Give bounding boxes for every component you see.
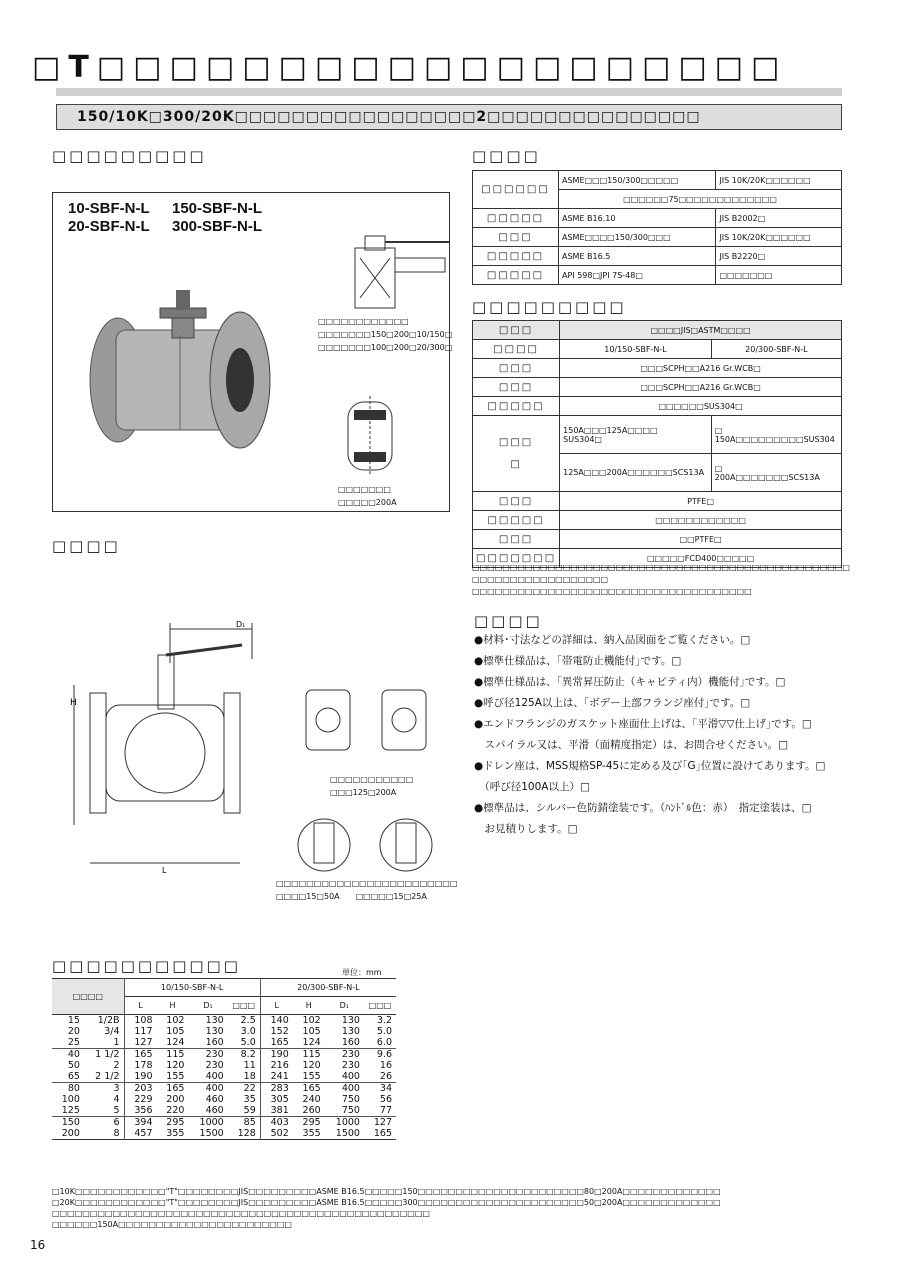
table-cell: 216	[270, 1060, 289, 1071]
table-cell: 1000	[325, 1117, 364, 1129]
table-cell: 400	[205, 1071, 224, 1082]
table-cell: 1 1/2	[84, 1049, 124, 1061]
mat-cell: □□□□JIS□ASTM□□□□	[560, 321, 842, 340]
spec-table	[472, 170, 842, 285]
title-rule	[56, 88, 842, 96]
table-cell: 355	[302, 1128, 321, 1139]
photo-caption-3: □□□□□□□100□200□20/300□	[318, 343, 453, 352]
table-cell: 165	[157, 1083, 189, 1095]
note-item: お見積りします。□	[474, 823, 578, 835]
mat-row	[473, 321, 842, 340]
table-cell: 165	[293, 1083, 325, 1095]
drawing-caption-3: □□□□□□□□□□□□□□□□□□□□□□□□	[276, 879, 458, 888]
mat-cell: □□PTFE□	[560, 530, 842, 549]
table-cell: 105	[302, 1026, 321, 1037]
mat-cell: 10/150-SBF-N-L	[560, 340, 712, 359]
table-cell: 394	[124, 1117, 157, 1129]
table-row	[52, 1117, 396, 1129]
table-cell: 34	[364, 1083, 396, 1095]
spec-header: □□□□□	[473, 247, 559, 266]
table-cell: 190	[134, 1071, 153, 1082]
table-cell: 105	[166, 1026, 185, 1037]
table-cell: 22	[228, 1083, 261, 1095]
mat-cell: □□□□□□□□□□□□	[560, 511, 842, 530]
spec-header: □□□□□□	[473, 171, 559, 209]
section-spec-heading: □□□□	[472, 147, 541, 165]
mat-header: □□□	[473, 530, 560, 549]
table-cell: 203	[124, 1083, 157, 1095]
table-cell: 200	[166, 1094, 185, 1105]
table-cell: 25	[67, 1037, 80, 1048]
spec-cell: ASME B16.10	[559, 209, 716, 228]
subtitle-bar: 150/10K□300/20K□□□□□□□□□□□□□□□□□2□□□□□□□□□□□□□□□	[56, 104, 842, 130]
mat-cell: □□□SCPH□□A216 Gr.WCB□	[560, 378, 842, 397]
valve-photo	[80, 280, 290, 480]
mat-note-2: □□□□□□□□□□□□□□□□□□	[472, 575, 609, 584]
table-cell: 108	[134, 1015, 153, 1026]
spec-cell: JIS 10K/20K□□□□□□	[716, 171, 842, 190]
table-row	[52, 1015, 396, 1027]
mat-header: □□□	[473, 378, 560, 397]
table-cell: 56	[379, 1094, 392, 1105]
table-cell: 240	[302, 1094, 321, 1105]
table-cell: 8.2	[228, 1049, 261, 1061]
table-cell: 40	[52, 1049, 84, 1061]
table-cell: 140	[270, 1015, 289, 1026]
table-cell: 65	[67, 1071, 80, 1082]
dim-col: D₁	[325, 997, 364, 1015]
mat-header: □□□	[473, 321, 560, 340]
table-row	[52, 1083, 396, 1095]
spec-cell: JIS B2002□	[716, 209, 842, 228]
mat-note-1: □□□□□□□□□□□□□□□□□□□□□□□□□□□□□□□□□□□□□□□□□□□□□□□□□□	[472, 563, 850, 572]
table-cell: 117	[134, 1026, 153, 1037]
section-dimensions-heading: □□□□□□□□□□□	[52, 957, 241, 975]
stem-views	[294, 815, 444, 875]
table-cell: 400	[341, 1071, 360, 1082]
table-cell: 130	[205, 1026, 224, 1037]
table-cell: 355	[166, 1128, 185, 1139]
table-cell: 80	[52, 1083, 84, 1095]
model-150-sbf: 150-SBF-N-L	[172, 200, 263, 217]
table-cell: 4	[84, 1094, 124, 1105]
table-cell: 155	[302, 1071, 321, 1082]
table-cell: 1500	[335, 1128, 360, 1139]
table-cell: 220	[166, 1105, 185, 1116]
table-cell: 1/2B	[84, 1015, 124, 1027]
note-item: スパイラル又は、平滑（面精度指定）は、お問合せください。□	[474, 739, 789, 751]
table-cell: 59	[228, 1105, 261, 1117]
table-cell: 230	[341, 1060, 360, 1071]
dim-group-2: 20/300-SBF-N-L	[260, 979, 396, 997]
table-cell: 3/4	[84, 1026, 124, 1037]
table-cell: 460	[205, 1094, 224, 1105]
model-20-sbf: 20-SBF-N-L	[68, 218, 150, 235]
section-materials-heading: □□□□□□□□□	[472, 298, 627, 316]
table-cell: 9.6	[364, 1049, 396, 1061]
mat-row	[473, 378, 842, 397]
table-cell: 15	[67, 1015, 80, 1026]
table-row	[52, 1037, 396, 1049]
table-cell: 155	[166, 1071, 185, 1082]
table-row	[52, 1026, 396, 1037]
mat-cell: 125A□□□200A□□□□□□SCS13A	[560, 454, 712, 492]
table-cell: 400	[325, 1083, 364, 1095]
table-cell: 190	[260, 1049, 293, 1061]
table-cell: 120	[302, 1060, 321, 1071]
dimensions-table	[52, 978, 396, 1140]
section-drawing-heading: □□□□	[52, 537, 121, 555]
table-cell: 150	[52, 1117, 84, 1129]
dim-col: L	[260, 997, 293, 1015]
mat-cell: □□□SCPH□□A216 Gr.WCB□	[560, 359, 842, 378]
mat-header: □□□	[473, 359, 560, 378]
table-cell: 160	[205, 1037, 224, 1048]
notes-list	[474, 630, 825, 840]
dim-d1-label: D₁	[236, 620, 246, 629]
table-cell: 295	[157, 1117, 189, 1129]
table-cell: 5.0	[376, 1026, 392, 1037]
ball-cell-2n: □	[714, 425, 723, 435]
table-cell: 502	[270, 1128, 289, 1139]
table-cell: 5	[84, 1105, 124, 1117]
section-notes-heading: □□□□	[474, 612, 543, 630]
footnotes	[52, 1186, 721, 1230]
table-cell: 230	[205, 1060, 224, 1071]
table-cell: 460	[205, 1105, 224, 1116]
unit-label: 単位：mm	[342, 968, 382, 977]
spec-cell: ASME□□□□150/300□□□	[559, 228, 716, 247]
valve-drawing	[66, 615, 266, 875]
footnote: □□□□□□150A□□□□□□□□□□□□□□□□□□□□□□□	[52, 1220, 292, 1229]
photo-caption-1: □□□□□□□□□□□□	[318, 317, 409, 326]
photo-caption-5: □□□□□200A	[338, 498, 397, 507]
table-cell: 229	[134, 1094, 153, 1105]
table-cell: 283	[260, 1083, 293, 1095]
page-number: 16	[30, 1238, 46, 1252]
section-view-200a	[340, 392, 400, 477]
dim-group-1: 10/150-SBF-N-L	[124, 979, 260, 997]
spec-cell: JIS B2220□	[716, 247, 842, 266]
dim-header-row	[52, 979, 396, 997]
spec-row	[473, 209, 842, 228]
model-300-sbf: 300-SBF-N-L	[172, 218, 263, 235]
spec-cell: ASME B16.5	[559, 247, 716, 266]
table-cell: 5.0	[228, 1037, 261, 1049]
spec-row	[473, 228, 842, 247]
table-row	[52, 1105, 396, 1117]
dim-col: H	[157, 997, 189, 1015]
dim-l-label: L	[162, 866, 167, 875]
table-cell: 403	[260, 1117, 293, 1129]
table-cell: 124	[302, 1037, 321, 1048]
mat-header: □□□□□□□	[473, 549, 560, 568]
table-cell: 26	[379, 1071, 392, 1082]
table-cell: 152	[270, 1026, 289, 1037]
mat-note-3: □□□□□□□□□□□□□□□□□□□□□□□□□□□□□□□□□□□□□	[472, 587, 752, 596]
table-cell: 2 1/2	[84, 1071, 124, 1083]
footnote: □□□□□□□□□□□□□□□□□□□□□□□□□□□□□□□□□□□□□□□□□□□□□□□□□□	[52, 1209, 430, 1218]
drawing-caption-4: □□□□15□50A □□□□□15□25A	[276, 892, 427, 901]
table-cell: 8	[84, 1128, 124, 1140]
table-cell: 102	[302, 1015, 321, 1026]
footnote: □10K□□□□□□□□□□□□"T"□□□□□□□□JIS□□□□□□□□□ASME B16.5□□□□□150□□□□□□□□□□□□□□□□□□□□□□80□200A□□□□□□□□□□□□□	[52, 1187, 721, 1196]
spec-cell: □□□□□□75□□□□□□□□□□□□□	[559, 190, 842, 209]
ball-cell-1: 150A□□□125A□□□□	[563, 425, 658, 435]
table-cell: 305	[270, 1094, 289, 1105]
table-cell: 1000	[188, 1117, 227, 1129]
table-cell: 2.5	[228, 1015, 261, 1027]
model-names	[68, 200, 276, 236]
mat-header: □□□	[473, 492, 560, 511]
table-cell: 165	[270, 1037, 289, 1048]
ball-sub: □	[510, 459, 522, 470]
spec-header: □□□□□	[473, 209, 559, 228]
table-cell: 124	[166, 1037, 185, 1048]
spec-cell: □□□□□□□	[716, 266, 842, 285]
table-cell: 127	[134, 1037, 153, 1048]
table-cell: 3.0	[228, 1026, 261, 1037]
table-cell: 1500	[199, 1128, 224, 1139]
table-cell: 20	[67, 1026, 80, 1037]
table-cell: 230	[325, 1049, 364, 1061]
dim-h-label: H	[70, 698, 77, 708]
spec-header: □□□	[473, 228, 559, 247]
table-row	[52, 1060, 396, 1071]
table-cell: 3	[84, 1083, 124, 1095]
table-cell: 457	[134, 1128, 153, 1139]
dim-col: □□□	[228, 997, 261, 1015]
mat-cell: 20/300-SBF-N-L	[711, 340, 841, 359]
table-cell: 50	[67, 1060, 80, 1071]
spec-cell: JIS 10K/20K□□□□□□	[716, 228, 842, 247]
table-cell: 750	[341, 1105, 360, 1116]
mat-header: □□□□	[473, 340, 560, 359]
note-item: ●材料･寸法などの詳細は、納入品図面をご覧ください。□	[474, 634, 751, 646]
mat-cell	[711, 454, 841, 492]
mat-cell	[560, 416, 712, 454]
table-cell: 178	[134, 1060, 153, 1071]
table-row	[52, 1128, 396, 1140]
note-item: （呼び径100A以上）□	[474, 781, 590, 793]
spec-row	[473, 171, 842, 190]
dim-col: □□□	[364, 997, 396, 1015]
table-cell: 125	[61, 1105, 80, 1116]
table-cell: 2	[84, 1060, 124, 1071]
ball-cell-1b: SUS304□	[563, 434, 602, 444]
ball-cell-4n: □	[714, 463, 723, 473]
mat-row	[473, 397, 842, 416]
table-cell: 381	[270, 1105, 289, 1116]
page-title: □T□□□□□□□□□□□□□□□□□□□	[32, 50, 788, 85]
table-cell: 260	[302, 1105, 321, 1116]
dim-col: L	[124, 997, 157, 1015]
table-cell: 1	[84, 1037, 124, 1049]
mat-row	[473, 511, 842, 530]
spec-row	[473, 266, 842, 285]
table-cell: 295	[293, 1117, 325, 1129]
section-photo-heading: □□□□□□□□□	[52, 147, 207, 165]
table-cell: 165	[373, 1128, 392, 1139]
mat-cell: PTFE□	[560, 492, 842, 511]
photo-caption-2: □□□□□□□150□200□10/150□	[318, 330, 453, 339]
table-cell: 85	[228, 1117, 261, 1129]
note-item: ●標準仕様品は、｢異常昇圧防止（キャビティ内）機能付｣です。□	[474, 676, 786, 688]
table-cell: 115	[293, 1049, 325, 1061]
note-item: ●呼び径125A以上は、｢ボデー上部フランジ座付｣です。□	[474, 697, 751, 709]
table-cell: 11	[228, 1060, 261, 1071]
table-cell: 750	[341, 1094, 360, 1105]
table-cell: 18	[228, 1071, 261, 1083]
model-10-sbf: 10-SBF-N-L	[68, 200, 150, 217]
spec-cell: ASME□□□150/300□□□□□	[559, 171, 716, 190]
flange-views	[296, 680, 436, 760]
table-cell: 127	[364, 1117, 396, 1129]
mat-header-ball	[473, 416, 560, 492]
dim-header-size: □□□□	[52, 979, 124, 1015]
table-cell: 16	[379, 1060, 392, 1071]
table-row	[52, 1071, 396, 1083]
table-cell: 3.2	[376, 1015, 392, 1026]
ball-cell-2: 150A□□□□□□□□□SUS304	[714, 434, 835, 444]
table-cell: 165	[124, 1049, 157, 1061]
ball-cell-4: 200A□□□□□□□SCS13A	[714, 472, 820, 482]
drawing-caption-2: □□□125□200A	[330, 788, 397, 797]
note-item: ●標準仕様品は、｢帯電防止機能付｣です。□	[474, 655, 682, 667]
mat-header: □□□□□	[473, 397, 560, 416]
table-cell: 115	[157, 1049, 189, 1061]
note-item: ●エンドフランジのガスケット座面仕上げは、｢平滑▽▽仕上げ｣です。□	[474, 718, 812, 730]
dim-col: D₁	[188, 997, 227, 1015]
mat-row	[473, 340, 842, 359]
table-cell: 6.0	[376, 1037, 392, 1048]
drawing-caption-1: □□□□□□□□□□□	[330, 775, 414, 784]
note-item: ●ドレン座は、MSS規格SP-45に定める及び｢G｣位置に設けてあります。□	[474, 760, 826, 772]
table-cell: 241	[270, 1071, 289, 1082]
table-row	[52, 1094, 396, 1105]
mat-row	[473, 530, 842, 549]
section-view-150-200	[335, 218, 455, 313]
mat-row	[473, 416, 842, 454]
mat-cell	[711, 416, 841, 454]
materials-table	[472, 320, 842, 568]
table-cell: 400	[188, 1083, 227, 1095]
table-cell: 6	[84, 1117, 124, 1129]
note-item: ●標準品は、シルバー色防錆塗装です。（ﾊﾝﾄﾞﾙ色：赤） 指定塗装は、□	[474, 802, 812, 814]
photo-caption-4: □□□□□□□	[338, 485, 391, 494]
table-cell: 128	[228, 1128, 261, 1140]
mat-cell: □□□□□FCD400□□□□□	[560, 549, 842, 568]
table-cell: 130	[341, 1015, 360, 1026]
dim-col: H	[293, 997, 325, 1015]
table-cell: 230	[188, 1049, 227, 1061]
table-cell: 160	[341, 1037, 360, 1048]
spec-header: □□□□□	[473, 266, 559, 285]
ball-label: □□□	[498, 437, 534, 448]
mat-row	[473, 492, 842, 511]
table-cell: 200	[61, 1128, 80, 1139]
table-cell: 35	[228, 1094, 261, 1105]
table-cell: 102	[166, 1015, 185, 1026]
mat-cell: □□□□□□SUS304□	[560, 397, 842, 416]
table-cell: 100	[61, 1094, 80, 1105]
footnote: □20K□□□□□□□□□□□□"T"□□□□□□□□JIS□□□□□□□□□ASME B16.5□□□□□300□□□□□□□□□□□□□□□□□□□□□□50□200A□□□□□□□□□□□□□	[52, 1198, 721, 1207]
table-cell: 356	[134, 1105, 153, 1116]
table-cell: 130	[341, 1026, 360, 1037]
mat-header: □□□□□	[473, 511, 560, 530]
spec-row	[473, 247, 842, 266]
table-cell: 77	[379, 1105, 392, 1116]
table-cell: 130	[205, 1015, 224, 1026]
table-row	[52, 1049, 396, 1061]
spec-cell: API 598□JPI 7S-48□	[559, 266, 716, 285]
table-cell: 120	[166, 1060, 185, 1071]
mat-row	[473, 359, 842, 378]
